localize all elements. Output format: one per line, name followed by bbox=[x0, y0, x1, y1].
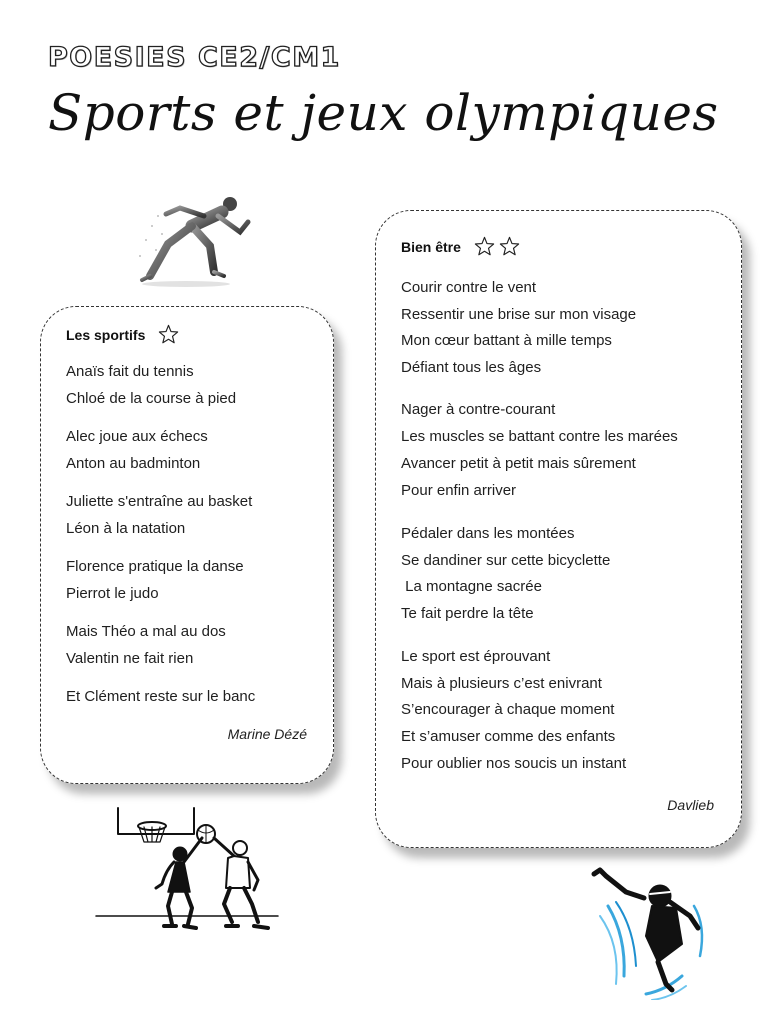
poem-line: Pierrot le judo bbox=[66, 585, 159, 602]
poem-card-bien-etre bbox=[375, 210, 742, 848]
poem-line: Le sport est éprouvant bbox=[401, 648, 551, 665]
star-icon bbox=[473, 235, 496, 258]
star-icon bbox=[498, 235, 521, 258]
runner-illustration bbox=[118, 186, 258, 290]
poem-line: Nager à contre-courant bbox=[401, 401, 556, 418]
poem-line: Alec joue aux échecs bbox=[66, 428, 208, 445]
poem-author: Marine Dézé bbox=[227, 726, 307, 742]
swimmer-illustration bbox=[586, 866, 722, 1000]
poem-line: Et s’amuser comme des enfants bbox=[401, 728, 616, 745]
poem-title-text: Les sportifs bbox=[66, 326, 146, 343]
poem-line: Avancer petit à petit mais sûrement bbox=[401, 455, 636, 472]
poem-line: Défiant tous les âges bbox=[401, 359, 542, 376]
poem-line: Juliette s'entraîne au basket bbox=[66, 493, 253, 510]
poem-line: S’encourager à chaque moment bbox=[401, 701, 615, 718]
poem-line: Mais Théo a mal au dos bbox=[66, 623, 226, 640]
poem-line: Anaïs fait du tennis bbox=[66, 363, 194, 380]
poem-line: Mon cœur battant à mille temps bbox=[401, 332, 612, 349]
poem-line: Se dandiner sur cette bicyclette bbox=[401, 552, 611, 569]
poem-line: Pour enfin arriver bbox=[401, 482, 517, 499]
poem-title-text: Bien être bbox=[401, 238, 461, 255]
poem-line: Les muscles se battant contre les marées bbox=[401, 428, 678, 445]
series-label: POESIES CE2/CM1 bbox=[48, 42, 341, 73]
poem-title bbox=[401, 235, 521, 258]
poem-author: Davlieb bbox=[667, 797, 714, 813]
poem-line: Pour oublier nos soucis un instant bbox=[401, 755, 627, 772]
poem-card-les-sportifs bbox=[40, 306, 334, 784]
poem-line: Mais à plusieurs c’est enivrant bbox=[401, 675, 602, 692]
poem-line: La montagne sacrée bbox=[401, 578, 542, 595]
poem-title bbox=[66, 323, 180, 346]
difficulty-stars bbox=[473, 235, 521, 258]
poem-line: Valentin ne fait rien bbox=[66, 650, 194, 667]
poem-line: Chloé de la course à pied bbox=[66, 390, 237, 407]
basketball-illustration bbox=[94, 806, 280, 946]
poem-line: Léon à la natation bbox=[66, 520, 186, 537]
poem-line: Et Clément reste sur le banc bbox=[66, 688, 256, 705]
poem-line: Te fait perdre la tête bbox=[401, 605, 534, 622]
poem-line: Pédaler dans les montées bbox=[401, 525, 575, 542]
poem-line: Ressentir une brise sur mon visage bbox=[401, 306, 637, 323]
page-title: Sports et jeux olympiques bbox=[48, 84, 719, 142]
poem-line: Florence pratique la danse bbox=[66, 558, 244, 575]
difficulty-stars bbox=[157, 323, 180, 346]
star-icon bbox=[157, 323, 180, 346]
poem-line: Anton au badminton bbox=[66, 455, 201, 472]
poem-line: Courir contre le vent bbox=[401, 279, 537, 296]
